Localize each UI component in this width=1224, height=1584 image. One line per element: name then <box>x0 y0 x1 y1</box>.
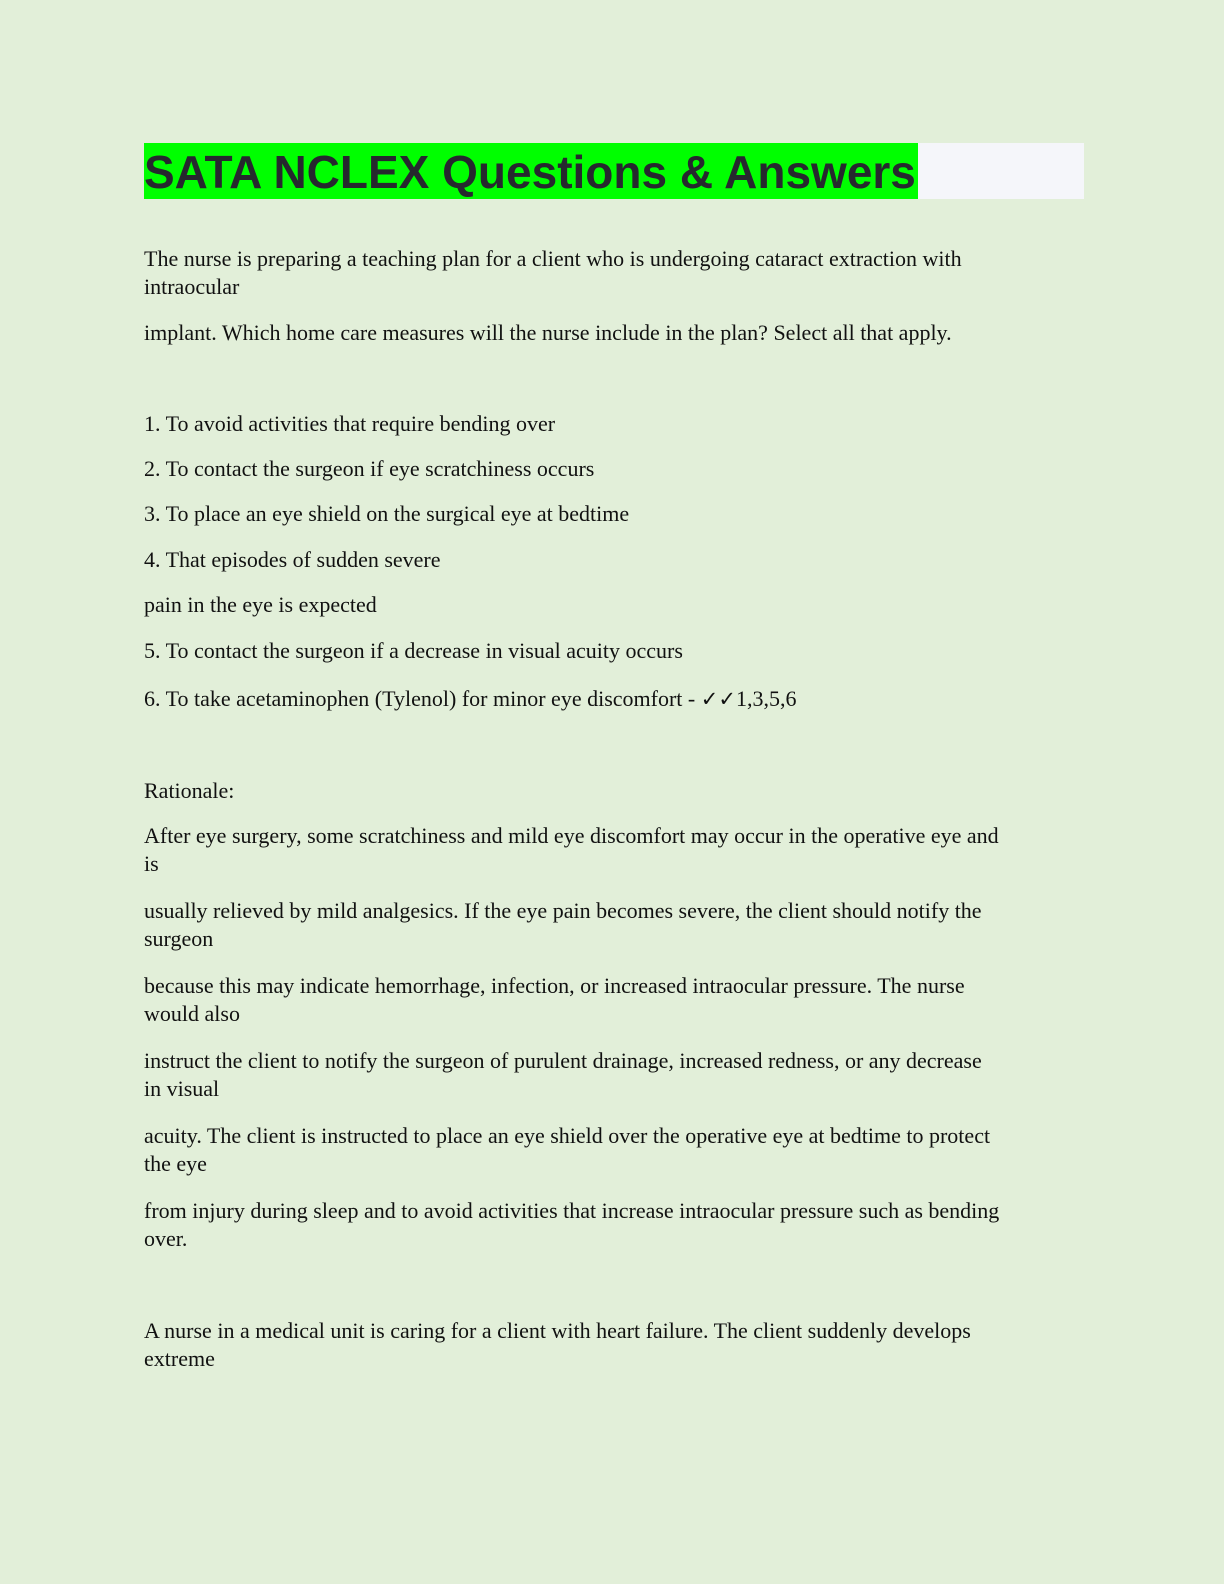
rationale-line: After eye surgery, some scratchiness and mild eye discomfort may occur in the operative eye and <box>144 823 999 848</box>
answer-option-4-continued: pain in the eye is expected <box>144 592 377 617</box>
rationale-line: over. <box>144 1226 188 1251</box>
answer-option-5: 5. To contact the surgeon if a decrease in visual acuity occurs <box>144 638 683 663</box>
rationale-line: usually relieved by mild analgesics. If the eye pain becomes severe, the client should notify the <box>144 898 982 923</box>
page-title: SATA NCLEX Questions & Answers <box>144 143 918 199</box>
answer-option-1: 1. To avoid activities that require bending over <box>144 411 556 436</box>
answer-option-6 <box>144 684 796 714</box>
correct-answer: 1,3,5,6 <box>735 686 797 711</box>
rationale-line: surgeon <box>144 926 214 951</box>
rationale-line: from injury during sleep and to avoid activities that increase intraocular pressure such as bending <box>144 1198 1000 1223</box>
question-stem-line: extreme <box>144 1346 215 1371</box>
question-stem-line: A nurse in a medical unit is caring for a client with heart failure. The client suddenly develops <box>144 1318 971 1343</box>
answer-option-6-text: 6. To take acetaminophen (Tylenol) for minor eye discomfort - <box>144 686 701 711</box>
rationale-line: instruct the client to notify the surgeon of purulent drainage, increased redness, or any decrease <box>144 1048 982 1073</box>
rationale-line: because this may indicate hemorrhage, infection, or increased intraocular pressure. The nurse <box>144 973 965 998</box>
answer-option-4: 4. That episodes of sudden severe <box>144 547 441 572</box>
check-mark-icon: ✓✓ <box>700 687 736 711</box>
rationale-line: is <box>144 851 159 876</box>
answer-option-2: 2. To contact the surgeon if eye scratchiness occurs <box>144 456 595 481</box>
question-stem-line: implant. Which home care measures will the nurse include in the plan? Select all that apply. <box>144 320 952 345</box>
rationale-line: in visual <box>144 1076 220 1101</box>
answer-option-3: 3. To place an eye shield on the surgical eye at bedtime <box>144 501 630 526</box>
rationale-line: the eye <box>144 1151 207 1176</box>
question-stem-line: intraocular <box>144 274 240 299</box>
question-stem-line: The nurse is preparing a teaching plan for a client who is undergoing cataract extraction with <box>144 246 962 271</box>
rationale-heading: Rationale: <box>144 778 235 803</box>
rationale-line: would also <box>144 1001 240 1026</box>
rationale-line: acuity. The client is instructed to place an eye shield over the operative eye at bedtime to protect <box>144 1123 991 1148</box>
